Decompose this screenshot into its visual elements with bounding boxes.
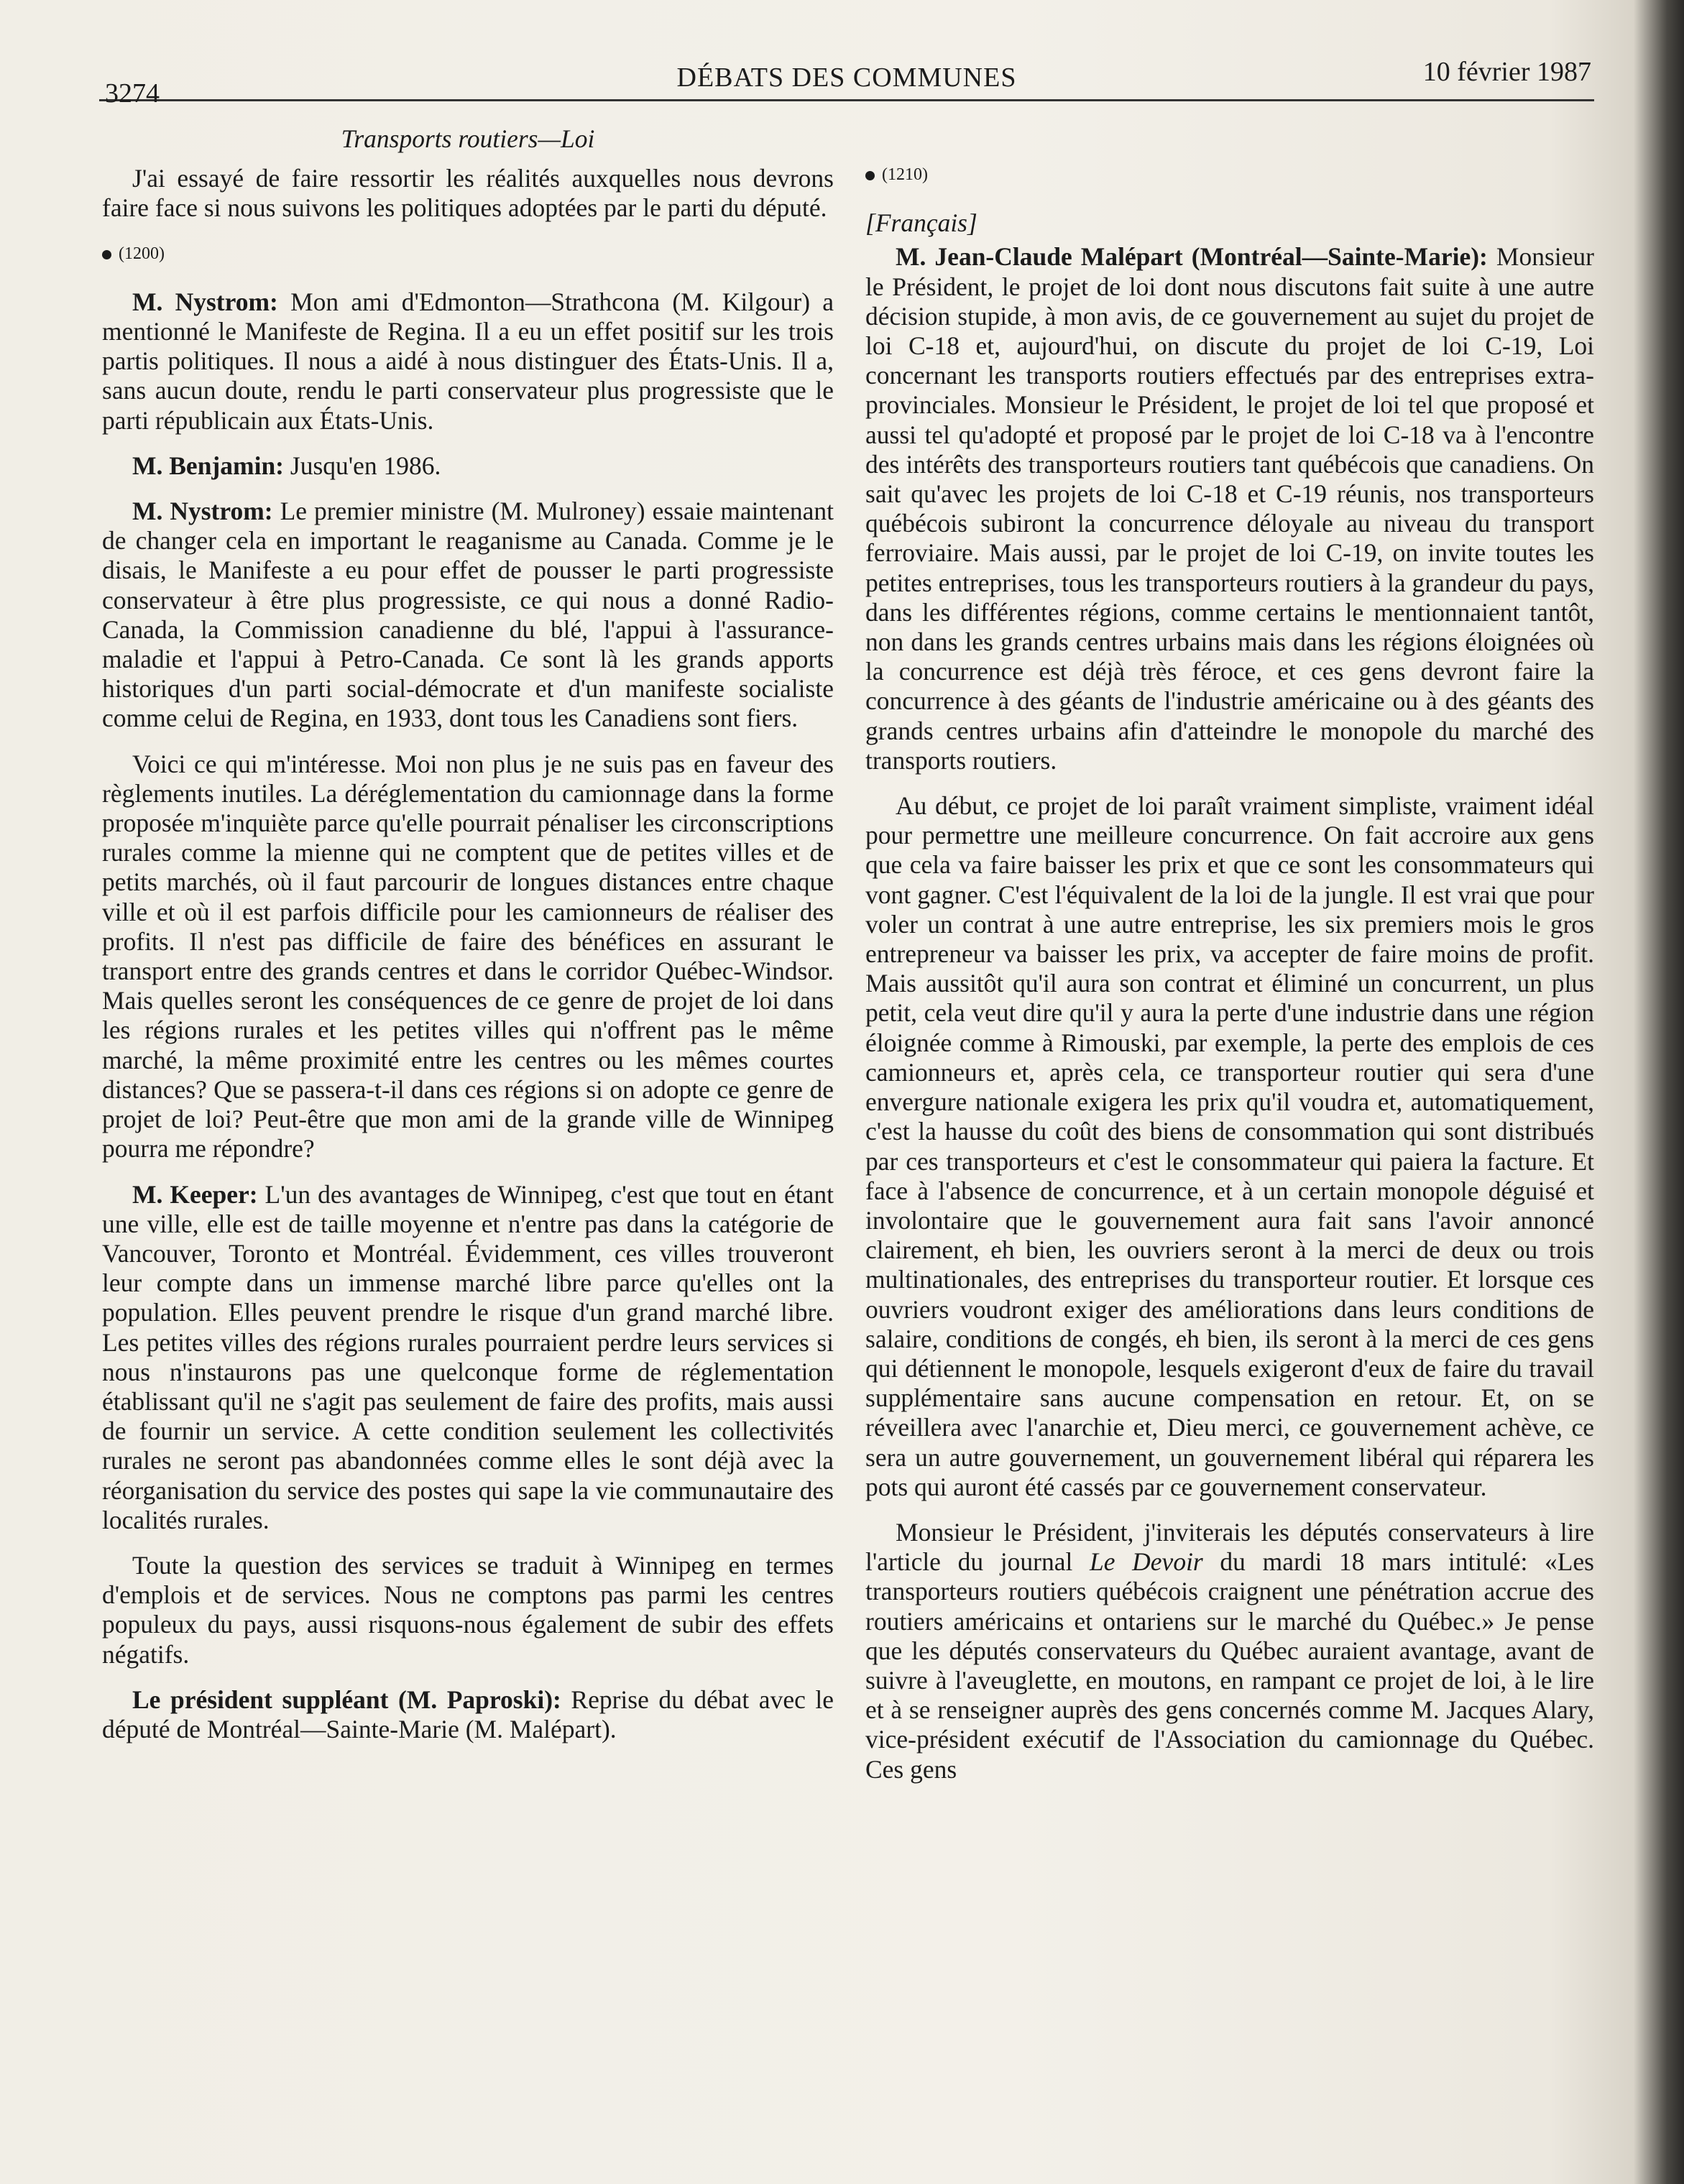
speech-text: Reprise du débat avec le député de Montréal—Sainte-Marie (M. Malépart). bbox=[102, 1685, 834, 1743]
speech-text: Monsieur le Président, le projet de loi dont nous discutons fait suite à une autre décision stupide, à mon avis, de ce gouvernement au sujet du projet de loi C-18 et, aujourd'hui, on discute du projet de loi C-19, Loi concernant les transports routiers effectués par des entreprises extra-provinciales. Monsieur le Président, le projet de loi tel que proposé et aussi tel qu'adopté et proposé par le projet de loi C-18 va à l'encontre des intérêts des transporteurs routiers tant québécois que canadiens. On sait qu'avec les projets de loi C-18 et C-19 réunis, nos transporteurs québécois subiront la concurrence déloyale au niveau du transport ferroviaire. Mais aussi, par le projet de loi C-19, on invite toutes les petites entreprises, tous les transporteurs routiers à la grandeur du pays, dans les différentes régions, comme certains le mentionnaient tantôt, non dans les grands centres urbains mais dans les régions éloignées où la concurrence est déjà très féroce, et ces gens devront faire la concurrence à des géants de l'industrie américaine ou à des géants des grands centres urbains afin d'atteindre le monopole du marché des transports routiers. bbox=[865, 242, 1594, 775]
bullet-icon bbox=[102, 250, 111, 259]
time-marker-text: (1210) bbox=[882, 165, 928, 184]
speaker-name: M. Jean-Claude Malépart (Montréal—Sainte-Marie): bbox=[896, 242, 1488, 272]
speaker-name: M. Nystrom: bbox=[132, 497, 273, 526]
left-column bbox=[102, 119, 834, 1760]
speech-paragraph bbox=[865, 242, 1594, 775]
speech-text: Jusqu'en 1986. bbox=[284, 451, 441, 480]
speaker-name: M. Nystrom: bbox=[132, 287, 278, 316]
speech-text: L'un des avantages de Winnipeg, c'est que tout en étant une ville, elle est de taille moyenne et n'entre pas dans la catégorie de Vancouver, Toronto et Montréal. Évidemment, ces villes trouveront leur compte dans un immense marché libre parce qu'elles ont la population. Elles peuvent prendre le risque d'un grand marché libre. Les petites villes des régions rurales pourraient perdre leurs services si nous n'instaurons pas une quelconque forme de réglementation établissant qu'il ne s'agit pas seulement de faire des profits, mais aussi de fournir un service. A cette condition seulement les collectivités rurales ne seront pas abandonnées comme elles le sont déjà avec la réorganisation du service des postes qui sape la vie communautaire des localités rurales. bbox=[102, 1179, 834, 1534]
time-marker-text: (1200) bbox=[119, 244, 165, 263]
paragraph: Toute la question des services se traduit à Winnipeg en termes d'emplois et de services. Nous ne comptons pas parmi les centres populeux du pays, aussi risquons-nous également de subir des effets négatifs. bbox=[102, 1550, 834, 1669]
speech-paragraph bbox=[102, 287, 834, 436]
speech-paragraph bbox=[102, 497, 834, 734]
time-marker bbox=[102, 239, 834, 269]
speech-paragraph bbox=[102, 451, 834, 481]
speaker-name: M. Benjamin: bbox=[132, 451, 285, 480]
language-label: [Français] bbox=[865, 208, 977, 238]
bullet-icon bbox=[865, 171, 875, 180]
journal-name: Le Devoir bbox=[1090, 1547, 1203, 1577]
running-title: Transports routiers—Loi bbox=[341, 124, 595, 153]
time-marker bbox=[865, 160, 1594, 190]
paragraph: J'ai essayé de faire ressortir les réalités auxquelles nous devrons faire face si nous suivons les politiques adoptées par le parti du député. bbox=[102, 164, 834, 223]
paragraph-text: du mardi 18 mars intitulé: «Les transporteurs routiers québécois craignent une pénétration accrue des routiers américains et ontariens sur le marché du Québec.» Je pense que les députés conservateurs du Québec auraient avantage, avant de suivre à l'aveuglette, en moutons, en rampant ce projet de loi, à le lire et à se renseigner auprès des gens concernés comme M. Jacques Alary, vice-président exécutif de l'Association du camionnage du Québec. Ces gens bbox=[865, 1547, 1594, 1784]
paragraph-text: Monsieur le Président, j'inviterais les députés conservateurs à lire l'article du journal bbox=[865, 1517, 1594, 1577]
speech-paragraph bbox=[102, 1180, 834, 1535]
speaker-name: Le président suppléant (M. Paproski): bbox=[132, 1685, 561, 1714]
paragraph bbox=[865, 1518, 1594, 1784]
page-header bbox=[99, 56, 1594, 109]
publication-title: DÉBATS DES COMMUNES bbox=[676, 63, 1017, 93]
speech-text: Le premier ministre (M. Mulroney) essaie maintenant de changer cela en important le reaganisme au Canada. Comme je le disais, le Manifeste a eu pour effet de pousser le parti progressiste conservateur à être plus progressiste, ce qui nous a donné Radio-Canada, la Commission canadienne du blé, l'appui à l'assurance-maladie et l'appui à Petro-Canada. Ce sont là les grands apports historiques d'un parti social-démocrate et d'un manifeste socialiste comme celui de Regina, en 1933, dont tous les Canadiens sont fiers. bbox=[102, 497, 834, 733]
right-column bbox=[865, 119, 1594, 1800]
speaker-name: M. Keeper: bbox=[132, 1179, 258, 1209]
page-number: 3274 bbox=[105, 78, 160, 109]
speech-paragraph bbox=[102, 1685, 834, 1744]
speech-text: Mon ami d'Edmonton—Strathcona (M. Kilgour) a mentionné le Manifeste de Regina. Il a eu un effet positif sur les trois partis politiques. Il nous a aidé à nous distinguer des États-Unis. Il a, sans aucun doute, rendu le parti conservateur plus progressiste que le parti républicain aux États-Unis. bbox=[102, 287, 834, 435]
publication-date: 10 février 1987 bbox=[1422, 57, 1591, 87]
paragraph: Au début, ce projet de loi paraît vraiment simpliste, vraiment idéal pour permettre une meilleure concurrence. On fait accroire aux gens que cela va faire baisser les prix et que ce sont les consommateurs qui vont gagner. C'est l'équivalent de la loi de la jungle. Il est vrai que pour voler un contrat à une autre entreprise, les six premiers mois le gros entrepreneur va baisser les prix, va accepter de faire moins de profit. Mais aussitôt qu'il aura son contrat et éliminé un concurrent, un plus petit, cela veut dire qu'il y aura la perte d'une industrie dans une région éloignée comme à Rimouski, par exemple, la perte des emplois de ces camionneurs et, après cela, ce transporteur routier qui sera d'une envergure nationale exigera les prix qu'il voudra et, automatiquement, c'est la hausse du coût des biens de consommation qui sont distribués par ces transporteurs et c'est le consommateur qui paiera la facture. Et face à l'absence de concurrence, et à un certain monopole déguisé et involontaire que le gouvernement aura fait sans l'avoir annoncé clairement, eh bien, les ouvriers seront à la merci de deux ou trois multinationales, des entreprises du transporteur routier. Et lorsque ces ouvriers voudront exiger des améliorations dans leurs conditions de salaire, conditions de congés, eh bien, ils seront à la merci de ces gens qui détiennent le monopole, lesquels exigeront d'eux de faire du travail supplémentaire sans aucune compensation en retour. Et, on se réveillera avec l'anarchie et, Dieu merci, ce gouvernement achève, ce sera un autre gouvernement, un gouvernement libéral qui réparera les pots qui auront été cassés par ce gouvernement conservateur. bbox=[865, 791, 1594, 1501]
paragraph: Voici ce qui m'intéresse. Moi non plus je ne suis pas en faveur des règlements inutiles. La déréglementation du camionnage dans la forme proposée m'inquiète parce qu'elle pourrait pénaliser les circonscriptions rurales comme la mienne qui ne comptent que de petites villes et de petits marchés, où il faut parcourir de longues distances entre chaque ville et où il est parfois difficile pour les camionneurs de réaliser des profits. Il n'est pas difficile de faire des bénéfices en assurant le transport entre des grands centres et dans le corridor Québec-Windsor. Mais quelles seront les conséquences de ce genre de projet de loi dans les régions rurales et les petites villes qui n'offrent pas le même marché, la même proximité entre les centres ou les mêmes courtes distances? Que se passera-t-il dans ces régions si on adopte ce genre de projet de loi? Peut-être que mon ami de la grande ville de Winnipeg pourra me répondre? bbox=[102, 749, 834, 1164]
